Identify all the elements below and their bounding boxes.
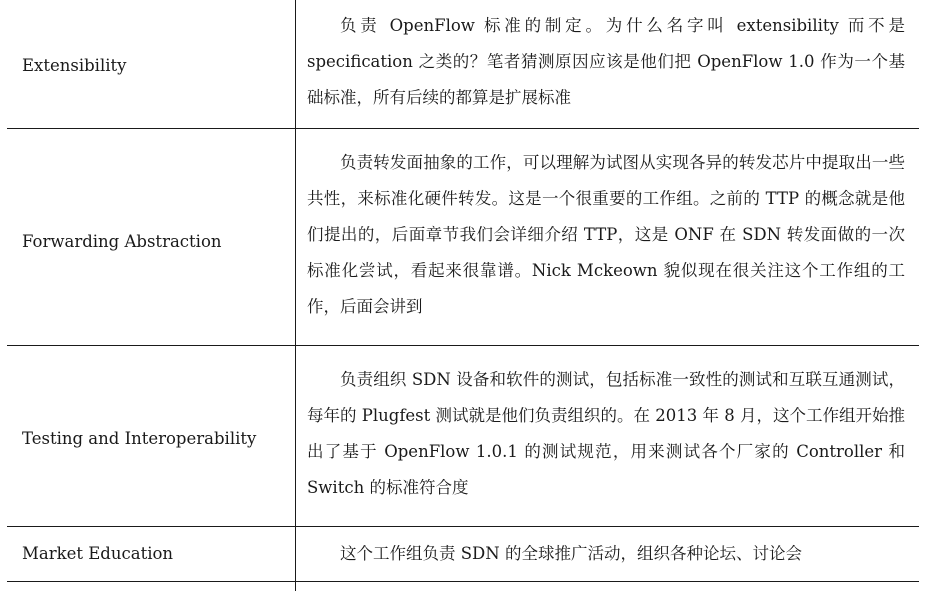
working-group-name: Market Education bbox=[22, 544, 174, 563]
working-group-name: Forwarding Abstraction bbox=[22, 232, 222, 251]
table-row bbox=[0, 0, 926, 128]
working-group-description: 负责组织 SDN 设备和软件的测试，包括标准一致性的测试和互联互通测试，每年的 Plugfest 测试就是他们负责组织的。在 2013 年 8 月，这个工作组开始推出了基于 OpenFlow 1.0.1 的测试规范，用来测试各个厂家的 Controller 和 Switch 的标准符合度 bbox=[307, 370, 905, 497]
working-group-description: 负责转发面抽象的工作，可以理解为试图从实现各异的转发芯片中提取出一些共性，来标准化硬件转发。这是一个很重要的工作组。之前的 TTP 的概念就是他们提出的，后面章节我们会详细介绍 TTP，这是 ONF 在 SDN 转发面做的一次标准化尝试，看起来很靠谱。Nick Mckeown 貌似现在很关注这个工作组的工作，后面会讲到 bbox=[307, 153, 905, 316]
working-group-description: 这个工作组负责 SDN 的全球推广活动，组织各种论坛、讨论会 bbox=[340, 544, 802, 563]
working-group-description: 负责 OpenFlow 标准的制定。为什么名字叫 extensibility 而不是 specification 之类的？笔者猜测原因应该是他们把 OpenFlow 1.0 作为一个基础标准，所有后续的都算是扩展标准 bbox=[307, 16, 905, 107]
working-group-name: Extensibility bbox=[22, 56, 127, 75]
table-row bbox=[0, 346, 926, 526]
row-divider bbox=[7, 581, 919, 582]
table-row bbox=[0, 129, 926, 345]
working-group-name: Testing and Interoperability bbox=[22, 429, 257, 448]
table-row bbox=[0, 527, 926, 581]
